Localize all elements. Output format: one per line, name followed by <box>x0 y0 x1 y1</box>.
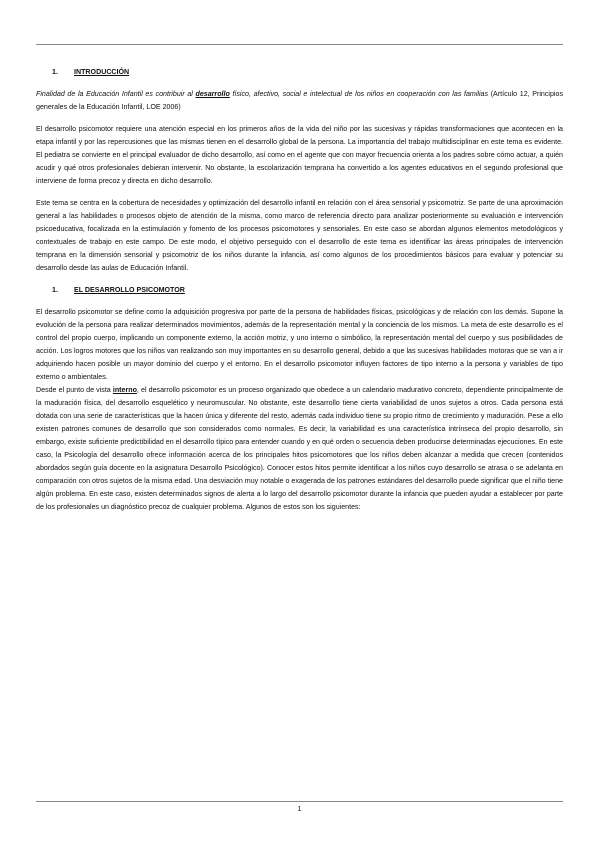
paragraph-text-before: Desde el punto de vista <box>36 386 113 394</box>
paragraph-text-after: , el desarrollo psicomotor es un proceso organizado que obedece a un calendario madurativo concreto, dependiente principalmente de la maduración física, del desarrollo esquelético y neuromuscular. No obstante, este desarrollo tiene cierta variabilidad de unos sujetos a otros. Cada persona está dotada con una serie de características que la hacen única y diferente del resto, además cada individuo tiene su propio ritmo de crecimiento y maduración. Pese a ello existen patrones comunes de desarrollo que son considerados como normales. Es decir, la variabilidad es una característica intrínseca del propio desarrollo, sin embargo, existe suficiente predictibilidad en el desarrollo típico para entender cuando y en qué orden o secuencia deben producirse determinadas ejecuciones. En este caso, la Psicología del desarrollo ofrece información acerca de los principales hitos psicomotores que los niños deben alcanzar a medida que crecen (contenidos abordados según guía docente en la asignatura Desarrollo Psicológico). Conocer estos hitos permite identificar a los niños cuyo desarrollo se atrasa o se adelanta en comparación con otros sujetos de la misma edad. Una desviación muy notable o exagerada de los patrones estándares del desarrollo puede significar que el niño tiene algún problema. En este caso, existen determinados signos de alerta a lo largo del desarrollo psicomotor durante la infancia que pueden ayudar a establecer por parte de los profesionales un diagnóstico precoz de cualquier problema. Algunos de estos son los siguientes: <box>36 386 564 511</box>
intro-paragraph: Este tema se centra en la cobertura de necesidades y optimización del desarrollo infantil en relación con el área sensorial y psicomotriz. Se parte de una aproximación general a las habilidades o procesos objeto de atención de la misma, como marco de referencia directo para analizar posteriormente su evaluación e intervención psicoeducativa, focalizada en la estimulación y fomento de los procesos psicomotores y sensoriales. En este caso se abordan algunos elementos metodológicos y contextuales de trabajo en este campo. De este modo, el objetivo perseguido con el desarrollo de este tema es identificar las áreas principales de intervención temprana en la dimensión sensorial y psicomotriz de los niños durante la infancia, así como algunos de los procedimientos básicos para evaluar y potenciar su desarrollo desde las aulas de Educación Infantil. <box>36 199 563 272</box>
page-content <box>36 66 563 514</box>
quote-text-after: físico, afectivo, social e intelectual de los niños en cooperación con las familias <box>229 90 489 98</box>
body-paragraph: El desarrollo psicomotor se define como la adquisición progresiva por parte de la persona de habilidades físicas, psicológicas y de relación con los demás. Supone la evolución de la persona para realizar determinados movimientos, además de la representación mental y la conciencia de los mismos. La meta de este desarrollo es el control del propio cuerpo, implicando un componente externo, la acción motriz, y uno interno o simbólico, la representación mental del cuerpo y sus posibilidades de acción. Los logros motores que los niños van realizando son muy importantes en su desarrollo general, debido a que las sucesivas habilidades motoras que se van a ir adquiriendo hacen posible un mayor dominio del cuerpo y el entorno. En el desarrollo psicomotor influyen factores de tipo interno a la persona y variables de tipo externo o ambientales. <box>36 308 563 381</box>
section-title: INTRODUCCIÓN <box>74 68 130 76</box>
quote-reference: (Artículo 12, Principios generales de la Educación Infantil, LOE 2006) <box>36 90 563 111</box>
header-rule <box>36 44 563 45</box>
paragraph-emphasis: interno <box>112 386 137 394</box>
section-title: EL DESARROLLO PSICOMOTOR <box>74 286 185 294</box>
quote-emphasis: desarrollo <box>195 90 230 98</box>
epigraph-quote <box>36 88 563 114</box>
footer-rule <box>36 801 563 802</box>
intro-paragraph: El desarrollo psicomotor requiere una atención especial en los primeros años de la vida del niño por las sucesivas y rápidas transformaciones que acontecen en la etapa infantil y por las repercusiones que las mismas tienen en el desarrollo global de la persona. La importancia del trabajo multidisciplinar en este tema es evidente. El pediatra se convierte en el principal evaluador de dicho desarrollo, así como en el agente que con mayor frecuencia orienta a los padres sobre cómo actuar, a quién acudir y qué otros profesionales debieran intervenir. No obstante, la escolarización temprana ha convertido a los agentes educativos en el segundo profesional que interviene de forma precoz y directa en dicho desarrollo. <box>36 125 563 185</box>
quote-text-before: Finalidad de la Educación Infantil es contribuir al <box>36 90 196 98</box>
section-heading-desarrollo-psicomotor <box>36 284 563 297</box>
page-number: 1 <box>297 806 302 813</box>
body-paragraph <box>36 384 563 514</box>
section-number: 1. <box>52 286 58 294</box>
section-heading-introduccion <box>36 66 563 79</box>
section-number: 1. <box>52 68 58 76</box>
